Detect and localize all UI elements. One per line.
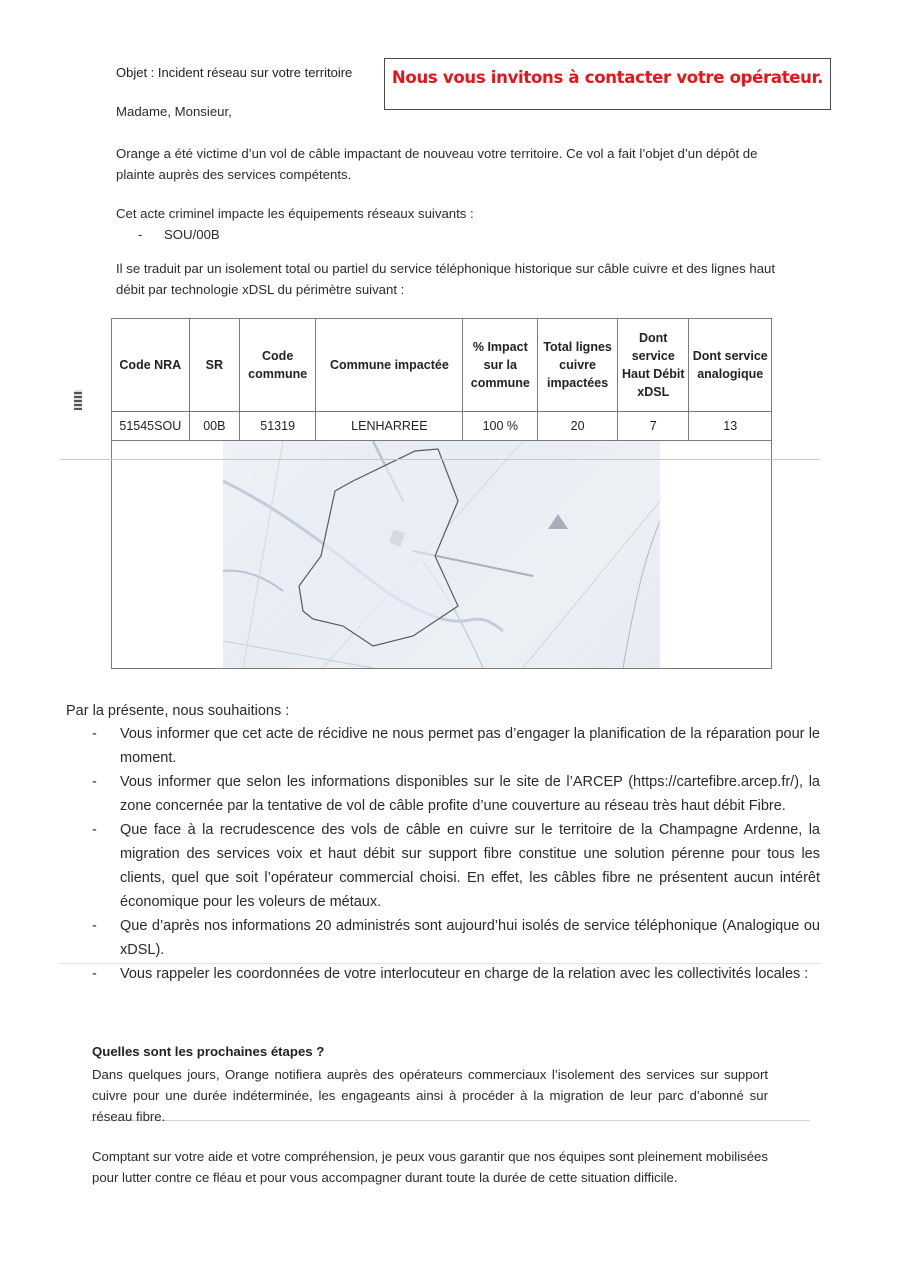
list-item-text: Que d’après nos informations 20 administrés sont aujourd’hui isolés de service téléphonique (Analogique ou xDSL). (120, 918, 820, 958)
list-item (92, 770, 820, 818)
header-analog: Dont service analogique (689, 319, 772, 412)
equipment-code: SOU/00B (164, 227, 220, 242)
paragraph-perimeter: Il se traduit par un isolement total ou partiel du service téléphonique historique sur câble cuivre et des lignes haut débit par technologie xDSL du périmètre suivant : (116, 261, 776, 297)
callout-text: Nous vous invitons à contacter votre opérateur. (391, 68, 824, 87)
closing-paragraph: Comptant sur votre aide et votre compréhension, je peux vous garantir que nos équipes sont pleinement mobilisées pour lutter contre ce fléau et pour vous accompagner durant toute la durée de cette situation difficile. (92, 1149, 768, 1185)
equipment-item (116, 224, 474, 245)
dash: - (138, 227, 143, 242)
header-code-nra: Code NRA (112, 319, 190, 412)
cell-code-commune: 51319 (240, 412, 316, 441)
header-sr: SR (189, 319, 239, 412)
cell-total-lines: 20 (538, 412, 618, 441)
table-row (112, 412, 772, 441)
next-steps-title: Quelles sont les prochaines étapes ? (92, 1044, 325, 1059)
dash: - (92, 822, 97, 838)
impact-map (223, 441, 660, 668)
cell-impact-pct: 100 % (463, 412, 538, 441)
header-total-lines: Total lignes cuivre impactées (538, 319, 618, 412)
header-xdsl: Dont service Haut Débit xDSL (618, 319, 689, 412)
dash: - (92, 918, 97, 934)
page-fold-line (60, 459, 820, 460)
list-item-text: Vous informer que cet acte de récidive ne nous permet pas d’engager la planification de la réparation pour le moment. (120, 726, 820, 766)
list-item (92, 818, 820, 914)
paragraph-incident: Orange a été victime d’un vol de câble impactant de nouveau votre territoire. Ce vol a fait l’objet d’un dépôt de plainte auprès des services compétents. (116, 146, 758, 182)
body-list (92, 722, 820, 986)
header-impact-pct: % Impact sur la commune (463, 319, 538, 412)
list-item (92, 962, 820, 986)
dash: - (92, 966, 97, 982)
cell-commune: LENHARREE (316, 412, 463, 441)
cell-code-nra: 51545SOU (112, 412, 190, 441)
letter-subject: Objet : Incident réseau sur votre territoire (116, 65, 353, 80)
callout-box (384, 58, 831, 110)
barcode-icon (74, 390, 82, 410)
impact-table (111, 318, 772, 441)
salutation: Madame, Monsieur, (116, 104, 232, 119)
table-header-row (112, 319, 772, 412)
header-commune: Commune impactée (316, 319, 463, 412)
map-outline-icon (223, 441, 660, 668)
list-item-text: Vous rappeler les coordonnées de votre interlocuteur en charge de la relation avec les collectivités locales : (120, 966, 809, 982)
list-item (92, 722, 820, 770)
equipment-intro: Cet acte criminel impacte les équipements réseaux suivants : (116, 206, 474, 221)
cell-sr: 00B (189, 412, 239, 441)
dash: - (92, 726, 97, 742)
cell-analog: 13 (689, 412, 772, 441)
list-item-text: Vous informer que selon les informations disponibles sur le site de l’ARCEP (https://cartefibre.arcep.fr/), la zone concernée par la tentative de vol de câble profite d’une couverture au réseau très haut débit Fibre. (120, 774, 820, 814)
header-code-commune: Code commune (240, 319, 316, 412)
paragraph-equipment (116, 203, 474, 245)
list-item (92, 914, 820, 962)
next-steps-text: Dans quelques jours, Orange notifiera auprès des opérateurs commerciaux l’isolement des services sur support cuivre pour une durée indéterminée, les engageants ainsi à procéder à la migration de leur parc d’abonné sur réseau fibre. (92, 1067, 768, 1124)
list-item-text: Que face à la recrudescence des vols de câble en cuivre sur le territoire de la Champagne Ardenne, la migration des services voix et haut débit sur support fibre constitue une solution pérenne pour tous les clients, quel que soit l’opérateur commercial choisi. En effet, les câbles fibre ne présentent aucun intérêt économique pour les voleurs de métaux. (120, 822, 820, 910)
cell-xdsl: 7 (618, 412, 689, 441)
dash: - (92, 774, 97, 790)
body-intro: Par la présente, nous souhaitions : (66, 703, 290, 719)
